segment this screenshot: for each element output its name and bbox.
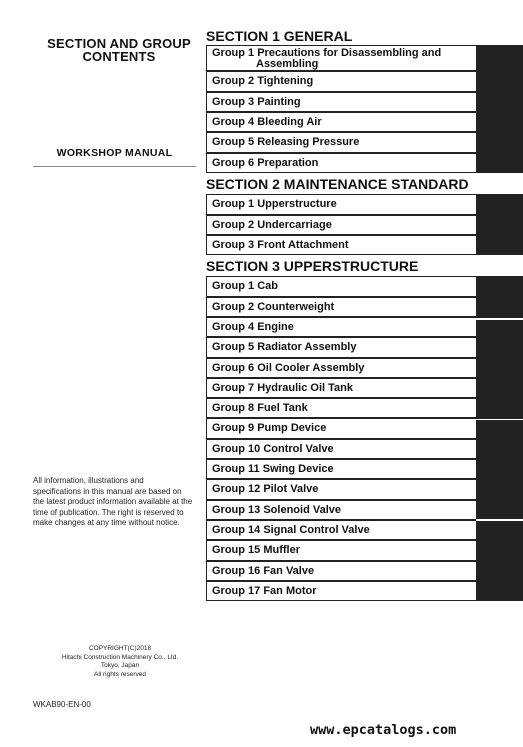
- section-2-group-2[interactable]: [206, 215, 476, 235]
- section-2-tab: [476, 194, 523, 255]
- section-1-group-1[interactable]: [206, 45, 476, 71]
- section-1-heading: SECTION 1 GENERAL: [206, 28, 353, 44]
- group-label: Group 14 Signal Control Valve: [212, 523, 370, 536]
- group-label: Group 11 Swing Device: [212, 462, 334, 475]
- section-3-group-15[interactable]: [206, 540, 476, 561]
- group-label: Group 6 Oil Cooler Assembly: [212, 361, 365, 374]
- section-1-tab: [476, 45, 523, 173]
- group-label: Group 5 Releasing Pressure: [212, 136, 360, 148]
- contents-title: [30, 37, 208, 63]
- group-label: Group 1 Cab: [212, 280, 279, 292]
- section-3-group-10[interactable]: [206, 439, 476, 459]
- section-3-group-6[interactable]: [206, 358, 476, 378]
- section-3-group-12[interactable]: [206, 479, 476, 500]
- section-2-group-1[interactable]: [206, 194, 476, 215]
- section-3-group-11[interactable]: [206, 459, 476, 479]
- contents-title-line2: CONTENTS: [82, 49, 156, 64]
- section-3-heading: SECTION 3 UPPERSTRUCTURE: [206, 258, 419, 274]
- section-2-group-3[interactable]: [206, 235, 476, 255]
- document-number: WKAB90-EN-00: [33, 700, 91, 709]
- section-3-group-1[interactable]: [206, 276, 476, 297]
- group-label: Group 8 Fuel Tank: [212, 401, 308, 414]
- company-location: Tokyo, Japan: [100, 662, 140, 670]
- watermark-url: www.epcatalogs.com: [310, 722, 457, 738]
- group-label: Group 12 Pilot Valve: [212, 483, 319, 495]
- group-label: Group 3 Painting: [212, 95, 301, 108]
- company-name: Hitachi Construction Machinery Co., Ltd.: [61, 653, 179, 661]
- section-3-tab-b: [476, 320, 523, 419]
- section-3-tab-c: [476, 420, 523, 519]
- group-label: Group 16 Fan Valve: [212, 564, 315, 577]
- group-label: Group 2 Counterweight: [212, 300, 335, 313]
- group-label: Group 17 Fan Motor: [212, 584, 317, 597]
- section-3-group-9[interactable]: [206, 418, 476, 439]
- group-label: Group 3 Front Attachment: [212, 238, 349, 251]
- section-3-group-16[interactable]: [206, 561, 476, 581]
- section-3-group-14[interactable]: [206, 520, 476, 540]
- section-1-group-5[interactable]: [206, 132, 476, 153]
- disclaimer-text: All information, illustrations and specifications in this manual are based on the latest product information available at the time of publication. The right is reserved to make changes at any time without notice.: [33, 476, 193, 528]
- section-1-group-3[interactable]: [206, 92, 476, 112]
- section-3-group-2[interactable]: [206, 297, 476, 317]
- group-label-continued: Assembling: [256, 58, 319, 70]
- group-label: Group 2 Undercarriage: [212, 218, 332, 231]
- section-1-group-6[interactable]: [206, 153, 476, 173]
- group-label: Group 5 Radiator Assembly: [212, 341, 357, 353]
- group-label: Group 7 Hydraulic Oil Tank: [212, 381, 353, 394]
- section-3-group-13[interactable]: [206, 500, 476, 520]
- group-label: Group 10 Control Valve: [212, 442, 334, 455]
- section-3-group-7[interactable]: [206, 378, 476, 398]
- manual-type: WORKSHOP MANUAL: [56, 147, 173, 159]
- group-label: Group 4 Engine: [212, 320, 294, 333]
- section-2-heading: SECTION 2 MAINTENANCE STANDARD: [206, 176, 469, 192]
- group-label: Group 2 Tightening: [212, 75, 314, 87]
- rights-reserved: All rights reserved: [93, 670, 147, 678]
- section-3-group-17[interactable]: [206, 581, 476, 601]
- divider: [33, 166, 196, 167]
- group-label: Group 15 Muffler: [212, 544, 301, 556]
- copyright-line: COPYRIGHT(C)2018: [88, 645, 152, 652]
- group-label: Group 1 Upperstructure: [212, 198, 337, 210]
- group-label: Group 1 Precautions for Disassembling and: [212, 47, 442, 59]
- group-label: Group 9 Pump Device: [212, 422, 327, 434]
- section-1-group-2[interactable]: [206, 71, 476, 92]
- section-3-tab-a: [476, 276, 523, 318]
- group-label: Group 6 Preparation: [212, 156, 319, 169]
- section-3-group-8[interactable]: [206, 398, 476, 418]
- group-label: Group 13 Solenoid Valve: [212, 503, 341, 516]
- section-3-group-4[interactable]: [206, 317, 476, 337]
- section-1-group-4[interactable]: [206, 112, 476, 132]
- group-label: Group 4 Bleeding Air: [212, 115, 322, 128]
- section-3-tab-d: [476, 521, 523, 601]
- section-3-group-5[interactable]: [206, 337, 476, 358]
- contents-title-line1: SECTION AND GROUP: [47, 36, 191, 51]
- copyright-block: [40, 645, 200, 679]
